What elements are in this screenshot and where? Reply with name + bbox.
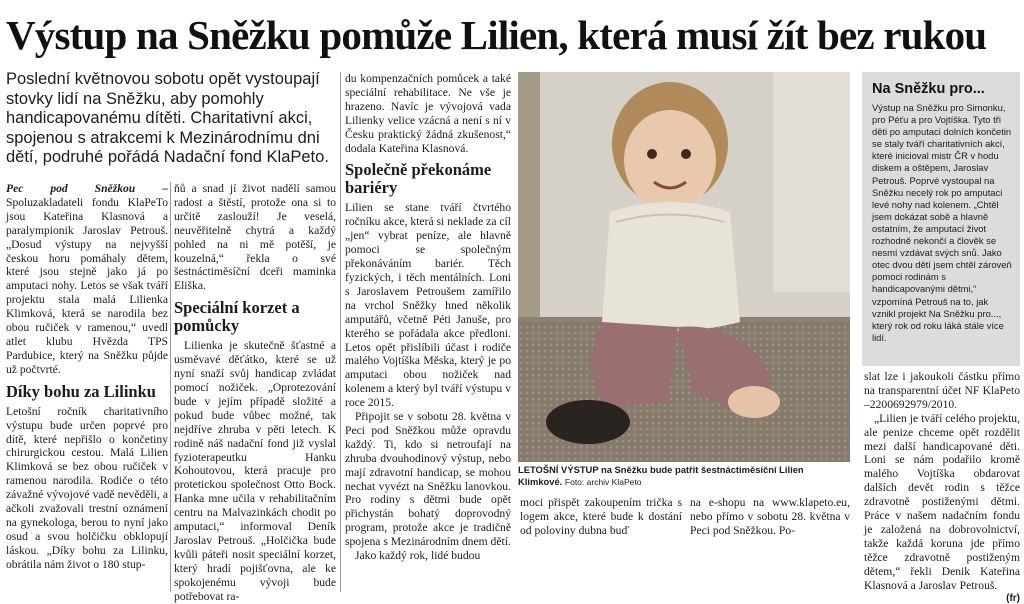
sidebar-text: Výstup na Sněžku pro Simonku, pro Péťu a pro Vojtíška. Tyto tři děti po amputaci dolních končetin se staly tváří charitativních akcí, které inicioval mistr ČR v hodu diskem a oštěpem, Jaroslav Petrouš. Poprvé vystoupal na Sněžku necelý rok po amputaci levé nohy nad kolenem. „Chtěl jsem dokázat sobě a hlavně ostatním, že amputací život rozhodně nekončí a člověk se nesmí vzdávat svých snů. Jako otec dvou dětí jsem chtěl zároveň pomoci rodinám s handicapovanými dětmi,“ vzpomíná Petrouš na to, jak vznikl projekt Na Sněžku pro..., který rok od roku láká stále více lidí. <box>872 102 1012 343</box>
article-column-4b <box>690 496 850 594</box>
article-column-4a <box>520 496 682 594</box>
paragraph: moci přispět zakoupením trička s logem akce, které bude k dostání od poloviny dubna buď <box>520 496 682 537</box>
column-divider <box>340 72 341 592</box>
article-photo <box>518 72 850 462</box>
subhead: Speciální korzet a pomůcky <box>174 298 300 336</box>
paragraph: Připojit se v sobotu 28. května v Peci pod Sněžkou může opravdu každý. Ti, kdo si netroufají na zhruba dvouhodinový výstup, nebo mají zdravotní handicap, se mohou nechat vyvézt na Sněžku lanovkou. Pro rodiny s dětmi bude opět přichystán bohatý doprovodný program, protože akce je tradičně spojena s Mezinárodním dnem dětí. <box>345 410 511 549</box>
article-column-2 <box>174 182 336 603</box>
paragraph <box>6 182 168 377</box>
lead-paragraph: Poslední květnovou sobotu opět vystoupají stovky lidí na Sněžku, aby pomohly handicapovanému dítěti. Charitativní akci, spojenou s atrakcemi k Mezinárodnímu dni dětí, podruhé pořádá Nadační fond KlaPeto. <box>6 70 329 166</box>
paragraph-text: Spoluzakladateli fondu KlaPeTo jsou Kateřina Klasnová a paralympionik Jaroslav Petrouš. „Dosud výstupy na nejvyšší českou horu pomáhaly dětem, které jsou stejně jako já po amputaci nohy. Letos se však tváří projektu stala malá Lilienka Klimková, která se narodila bez obou ručiček v ramenou,“ uvedl atlet klubu Hvězda TPS Pardubice, který na Sněžku půjde už počtvrté. <box>6 195 168 376</box>
sidebar-box <box>862 72 1020 366</box>
paragraph: Lilien se stane tváří čtvrtého ročníku akce, která si neklade za cíl „jen“ vybrat peníze, ale hlavně pomoci se společným překonáváním bariér. Těch fyzických, i těch mentálních. Loni s Jaroslavem Petroušem zamířilo na vrchol Sněžky hned několik amputářů, včetně Péti Januše, pro kterého se pořádala akce předloni. Letos opět přislíbili účast i rodiče malého Vojtíška Měska, který je po amputaci obou nožiček nad kolenem a který byl tváří výstupu v roce 2015. <box>345 201 511 410</box>
paragraph: slat lze i jakoukoli částku přímo na transparentní účet NF KlaPeto –2200692979/2010. <box>864 370 1020 411</box>
paragraph: ňů a snad jí život nadělí samou radost a štěstí, protože ona si to určitě zaslouží! Je veselá, neuvěřitelně chytrá a každý pohled na ni mě potěší, je kouzelná,“ řekla o své šestnáctiměsíční dceři maminka Eliška. <box>174 182 336 293</box>
article-column-3 <box>345 72 511 594</box>
paragraph: Lilienka je skutečně šťastné a usměvavé děťátko, které se už nyní snaží svůj handicap zvládat pomocí nožiček. „Oprotezování bude v jejím případě složité a pokud bude vůbec možné, tak nejdříve zhruba v pěti letech. K rodině náš nadační fond již vyslal fyzioterapeutku Hanku Kohoutovou, která pracuje pro protetickou společnost Otto Bock. Hanka mne učila v rehabilitačním centru na Malvazinkách chodit po amputaci,“ informoval Deník Jaroslav Petrouš. „Holčička bude kvůli páteři nosit speciální korzet, který hradí pojišťovna, ale ke spokojenému vývoji bude potřebovat ra- <box>174 339 336 603</box>
child-photo-illustration <box>518 72 850 462</box>
author-byline: (fr) <box>1006 592 1020 604</box>
photo-caption <box>518 464 848 488</box>
caption-lead: LETOŠNÍ VÝSTUP na Sněžku bude patřit šestnáctiměsíční Lilien Klimkové. <box>518 464 804 487</box>
sidebar-title: Na Sněžku pro... <box>872 81 985 97</box>
caption-credit: Foto: archiv KlaPeto <box>564 477 642 487</box>
paragraph: Letošní ročník charitativního výstupu bude určen poprvé pro dítě, které nepřišlo o končetiny chirurgickou cestou. Malá Lilien Klimková se bez obou ručiček v ramenou narodila. Rodiče o této závažné vývojové vadě nevěděli, a ačkoli zvažovali trestní oznámení na gynekologa, berou to nyní jako osud a svou holčičku obklopují láskou. „Díky bohu za Lilinku, obrátila nám život o 180 stup- <box>6 404 168 571</box>
paragraph: „Lilien je tváří celého projektu, ale penize chceme opět rozdělit mezi další handicapované děti. Loni se nám podařilo kromě malého Vojtíška obdarovat dalších devět rodin s těžce zdravotně postiženými dětmi. Práce v našem nadačním fondu je založená na dobrovolnictví, takže každá koruna jde přímo těžce zdravotně postiženým dětem,“ řekli Denik Kateřina Klasnová a Jaroslav Petrouš. <box>864 411 1020 592</box>
lead-block <box>6 70 340 186</box>
article-column-5 <box>864 370 1020 604</box>
article-column-1 <box>6 182 168 594</box>
paragraph: Jako každý rok, lidé budou <box>355 549 481 563</box>
dateline: Pec pod Sněžkou – <box>6 182 168 195</box>
column-divider <box>170 182 171 592</box>
subhead: Díky bohu za Lilinku <box>6 381 156 401</box>
subhead: Společně překonáme bariéry <box>345 160 492 198</box>
paragraph: na e-shopu na www.klapeto.eu, nebo přímo v sobotu 28. května v Peci pod Sněžkou. Po- <box>690 496 850 537</box>
headline: Výstup na Sněžku pomůže Lilien, která musí žít bez rukou <box>6 12 987 58</box>
paragraph: du kompenzačních pomůcek a také speciální rehabilitace. Ne vše je hrazeno. Navíc je vývojová vada Lilienky velice vzácná a není s ní v Česku praktický žádná zkušenost,“ dodala Kateřina Klasnová. <box>345 72 511 155</box>
